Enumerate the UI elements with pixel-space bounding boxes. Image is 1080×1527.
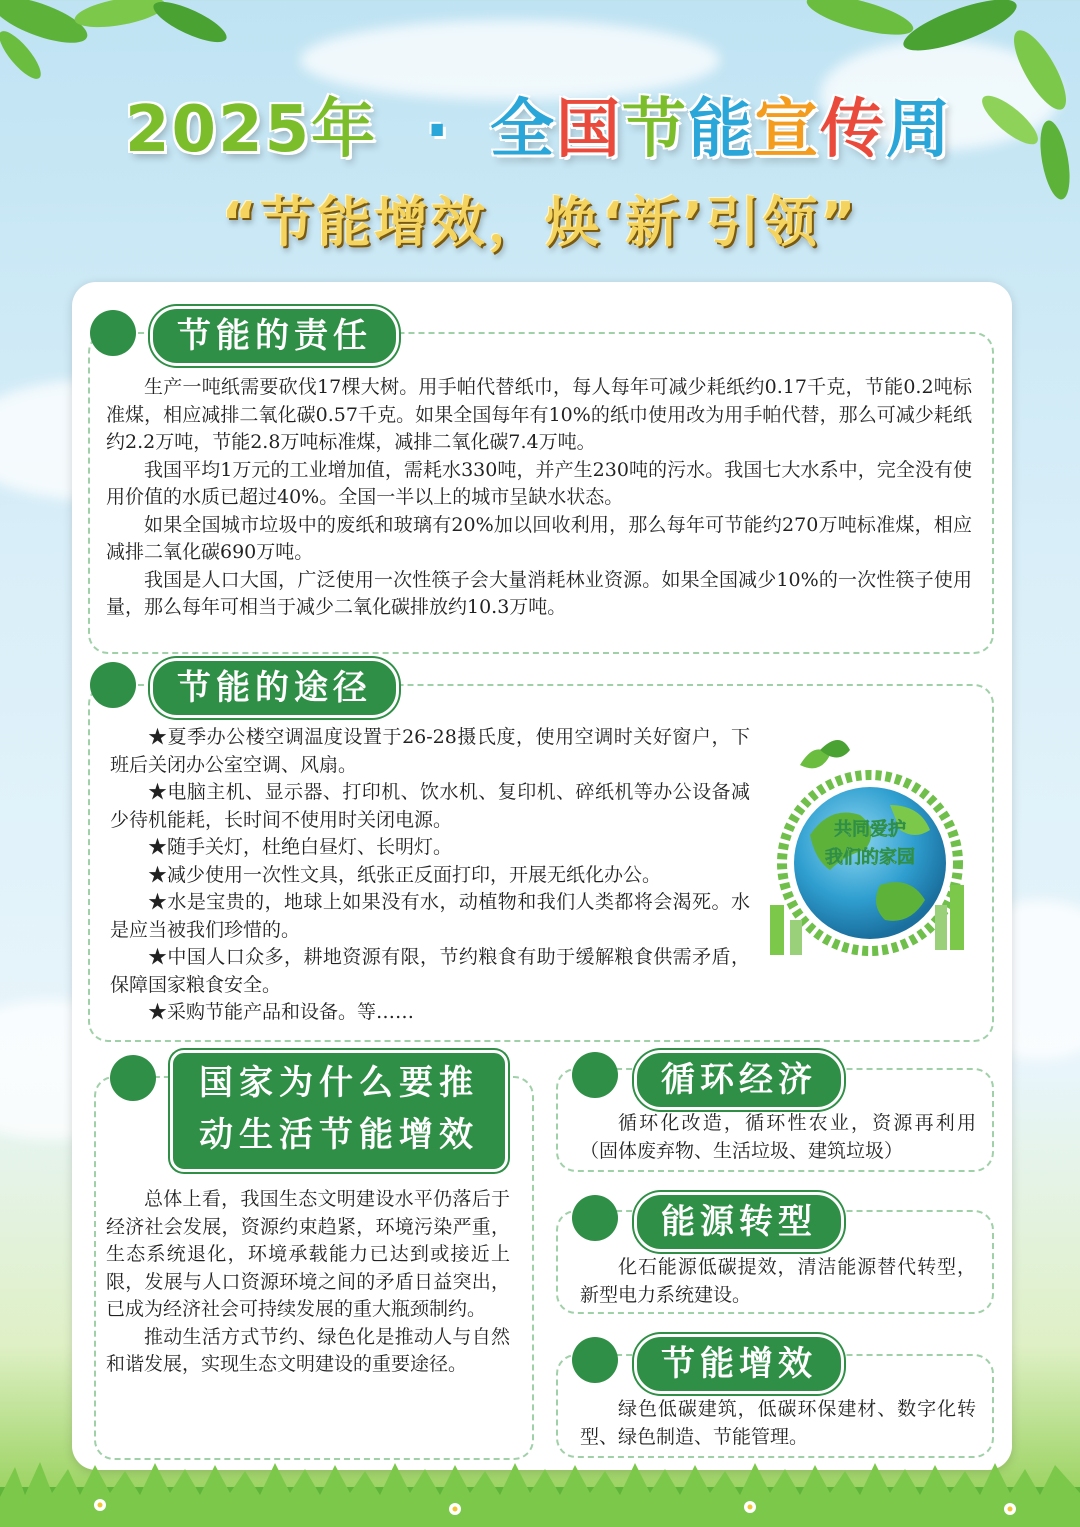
section-efficiency-text — [580, 1396, 976, 1451]
paragraph: 我国平均1万元的工业增加值，需耗水330吨，并产生230吨的污水。我国七大水系中，完全没有使用价值的水质已超过40%。全国一半以上的城市呈缺水状态。 — [106, 458, 972, 508]
title-char: 宣 — [754, 93, 820, 167]
section-why-text — [106, 1186, 510, 1379]
title-separator-dot: . — [425, 78, 450, 152]
leaves-top-left-decoration — [0, 0, 230, 80]
list-item: ★减少使用一次性文具，纸张正反面打印，开展无纸化办公。 — [148, 863, 662, 886]
title-char: 国 — [556, 93, 622, 167]
section-bullet-circle — [110, 1055, 156, 1101]
grass-decoration — [0, 1457, 1080, 1527]
slogan: “节能增效，焕‘新’引领” — [221, 191, 859, 254]
section-bullet-circle — [90, 310, 136, 356]
title-char: 全 — [490, 93, 556, 167]
title-char: 能 — [688, 93, 754, 167]
section-efficiency-heading: 节能增效 — [634, 1334, 844, 1394]
section-methods-list — [110, 724, 750, 1027]
section-energy-transition-text — [580, 1254, 976, 1309]
title-year: 2025年 — [125, 93, 378, 167]
heading-line: 国家为什么要推 — [199, 1063, 479, 1103]
title-char: 传 — [820, 93, 886, 167]
paragraph: 化石能源低碳提效，清洁能源替代转型，新型电力系统建设。 — [580, 1256, 976, 1306]
list-item: ★电脑主机、显示器、打印机、饮水机、复印机、碎纸机等办公设备减少待机能耗，长时间不使用时关闭电源。 — [110, 781, 750, 831]
paragraph: 总体上看，我国生态文明建设水平仍落后于经济社会发展，资源约束趋紧，环境污染严重，生态系统退化，环境承载能力已达到或接近上限，发展与人口资源环境之间的矛盾日益突出，已成为经济社会可持续发展的重大瓶颈制约。 — [106, 1188, 510, 1320]
globe-text-line1: 共同爱护 — [834, 819, 906, 840]
globe-text-line2: 我们的家园 — [825, 847, 915, 868]
section-bullet-circle — [572, 1195, 618, 1241]
list-item: ★中国人口众多，耕地资源有限，节约粮食有助于缓解粮食供需矛盾，保障国家粮食安全。 — [110, 946, 750, 996]
page-title — [490, 78, 952, 170]
paragraph: 循环化改造，循环性农业，资源再利用（固体废弃物、生活垃圾、建筑垃圾） — [580, 1112, 976, 1162]
section-energy-transition-heading: 能源转型 — [634, 1192, 844, 1252]
paragraph: 推动生活方式节约、绿色化是推动人与自然和谐发展，实现生态文明建设的重要途径。 — [106, 1325, 510, 1375]
heading-line: 动生活节能增效 — [199, 1115, 479, 1155]
section-bullet-circle — [572, 1052, 618, 1098]
list-item: ★水是宝贵的，地球上如果没有水，动植物和我们人类都将会渴死。水是应当被我们珍惜的。 — [110, 891, 750, 941]
title-char: 周 — [886, 93, 952, 167]
list-item: ★夏季办公楼空调温度设置于26-28摄氏度，使用空调时关好窗户，下班后关闭办公室空调、风扇。 — [110, 726, 750, 776]
section-circular-economy-heading: 循环经济 — [634, 1050, 844, 1110]
section-responsibility-text — [106, 374, 972, 622]
earth-globe-illustration — [760, 735, 985, 975]
paragraph: 我国是人口大国，广泛使用一次性筷子会大量消耗林业资源。如果全国减少10%的一次性筷子使用量，那么每年可相当于减少二氧化碳排放约10.3万吨。 — [106, 568, 972, 618]
list-item: ★采购节能产品和设备。等…… — [148, 1001, 415, 1023]
paragraph: 生产一吨纸需要砍伐17棵大树。用手帕代替纸巾，每人每年可减少耗纸约0.17千克，节能0.2吨标准煤，相应减排二氧化碳0.57千克。如果全国每年有10%的纸巾使用改为用手帕代替，那么可减少耗纸约2.2万吨，节能2.8万吨标准煤，减排二氧化碳7.4万吨。 — [106, 376, 972, 453]
title-char: 节 — [622, 93, 688, 167]
section-circular-economy-text — [580, 1110, 976, 1165]
section-methods-heading: 节能的途径 — [150, 658, 399, 718]
section-why-heading — [170, 1050, 508, 1172]
section-responsibility-heading: 节能的责任 — [150, 306, 399, 366]
paragraph: 如果全国城市垃圾中的废纸和玻璃有20%加以回收利用，那么每年可节能约270万吨标准煤，相应减排二氧化碳690万吨。 — [106, 513, 972, 563]
section-bullet-circle — [572, 1337, 618, 1383]
section-bullet-circle — [90, 662, 136, 708]
paragraph: 绿色低碳建筑，低碳环保建材、数字化转型、绿色制造、节能管理。 — [580, 1398, 976, 1448]
list-item: ★随手关灯，杜绝白昼灯、长明灯。 — [148, 836, 453, 858]
